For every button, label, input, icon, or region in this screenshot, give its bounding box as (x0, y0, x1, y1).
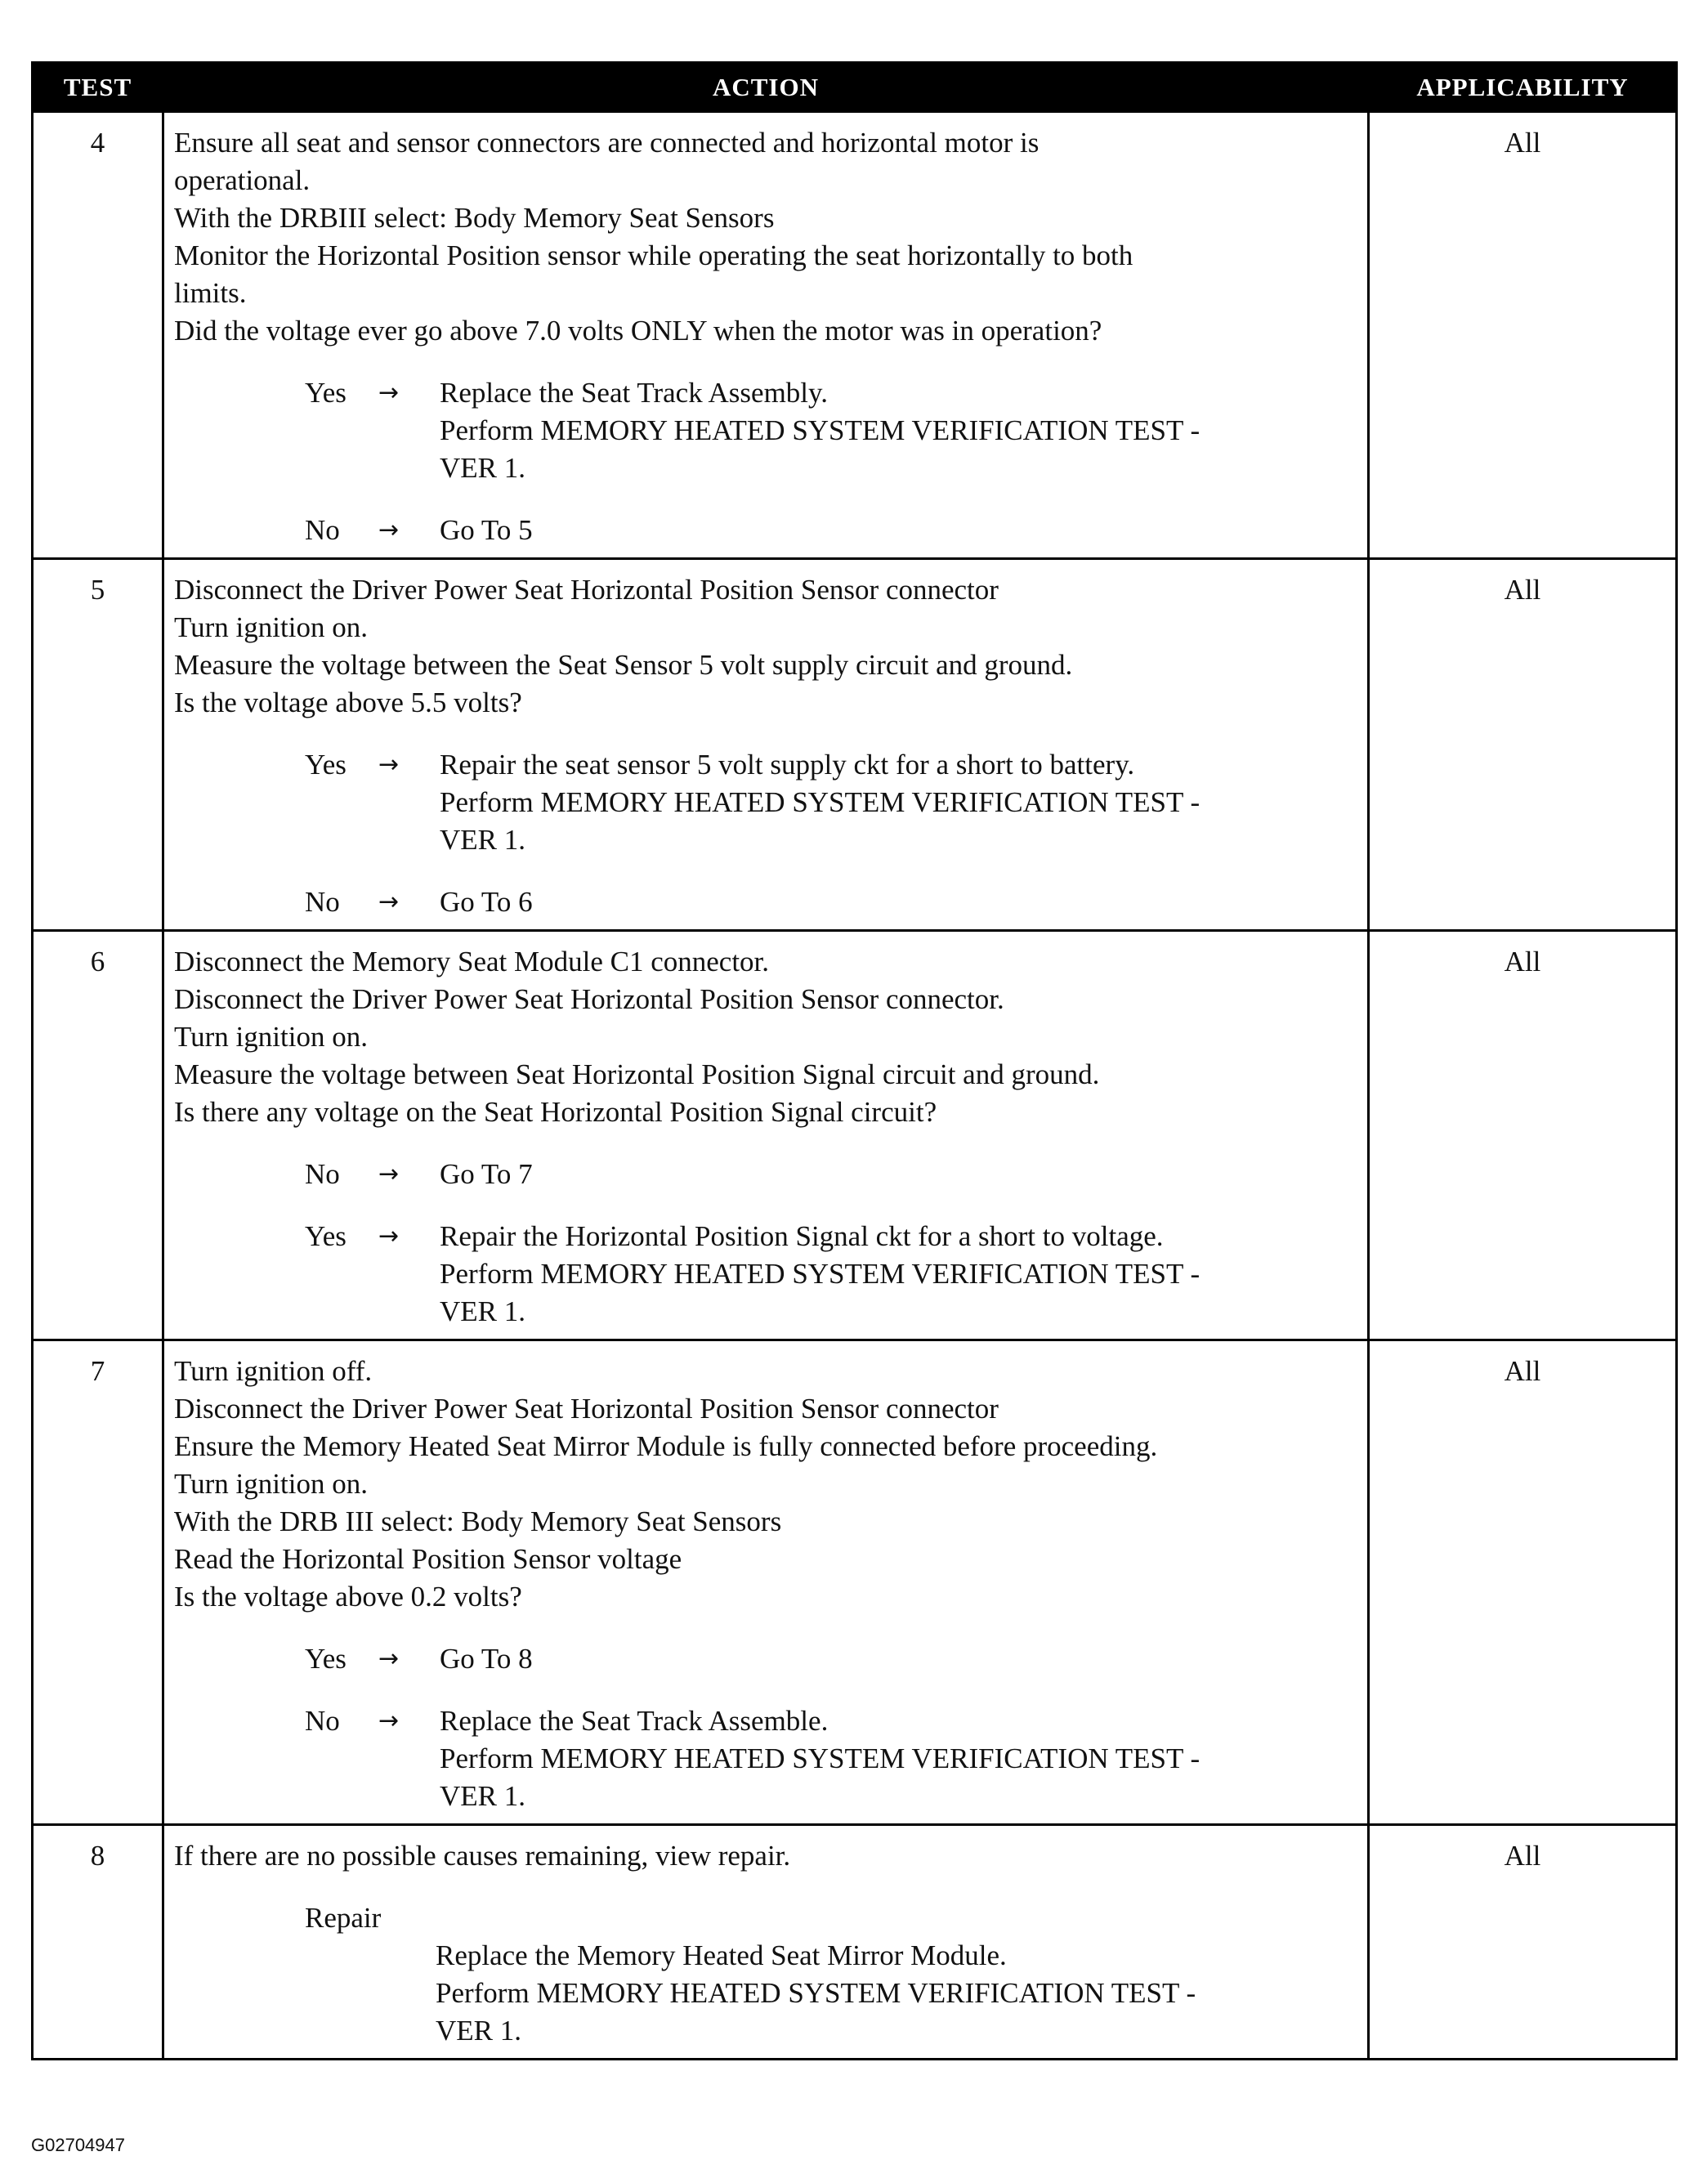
arrow-right-icon: → (378, 1707, 400, 1735)
response-label: Yes (305, 1220, 347, 1252)
action-line: With the DRB III select: Body Memory Seat Sensors (174, 1505, 782, 1537)
response-label: Yes (305, 377, 347, 409)
response-line: VER 1. (440, 824, 525, 856)
response-line: Replace the Seat Track Assemble. (440, 1705, 829, 1737)
repair-label: Repair (305, 1902, 382, 1934)
action-line: Turn ignition on. (174, 1468, 368, 1500)
test-table-container (31, 61, 1675, 2060)
applicability-value: All (1369, 1825, 1677, 2060)
header-action: ACTION (163, 63, 1369, 112)
table-row (33, 112, 1677, 559)
action-line: limits. (174, 277, 247, 309)
test-number: 4 (33, 112, 163, 559)
response-line: Repair the seat sensor 5 volt supply ckt for a short to battery. (440, 749, 1135, 781)
table-row (33, 559, 1677, 931)
table-row (33, 1825, 1677, 2060)
applicability-value: All (1369, 112, 1677, 559)
response-text (440, 746, 1359, 859)
response-line: Go To 7 (440, 1158, 533, 1190)
response-text (440, 1218, 1359, 1331)
action-line: Is the voltage above 5.5 volts? (174, 687, 522, 718)
response-yes (174, 1218, 1359, 1331)
response-line: Repair the Horizontal Position Signal ckt for a short to voltage. (440, 1220, 1164, 1252)
test-number: 8 (33, 1825, 163, 2060)
action-cell (163, 559, 1369, 931)
figure-id: G02704947 (31, 2135, 125, 2155)
action-cell (163, 931, 1369, 1340)
action-line: If there are no possible causes remaining, view repair. (174, 1840, 791, 1872)
repair-text (436, 1937, 1359, 2050)
action-line: Turn ignition on. (174, 611, 368, 643)
response-line: Perform MEMORY HEATED SYSTEM VERIFICATION TEST - (440, 1742, 1201, 1774)
response-line: Perform MEMORY HEATED SYSTEM VERIFICATION TEST - (440, 786, 1201, 818)
response-line: Perform MEMORY HEATED SYSTEM VERIFICATION TEST - (440, 1258, 1201, 1290)
response-label: No (305, 1705, 340, 1737)
action-cell (163, 1825, 1369, 2060)
action-line: Disconnect the Driver Power Seat Horizontal Position Sensor connector (174, 574, 999, 606)
arrow-right-icon: → (378, 1160, 400, 1188)
action-cell (163, 1340, 1369, 1825)
table-header-row (33, 63, 1677, 112)
applicability-value: All (1369, 1340, 1677, 1825)
repair-line: VER 1. (436, 2015, 521, 2047)
applicability-value: All (1369, 931, 1677, 1340)
response-text (440, 512, 1359, 549)
arrow-right-icon: → (378, 1222, 400, 1250)
action-line: Ensure the Memory Heated Seat Mirror Module is fully connected before proceeding. (174, 1430, 1158, 1462)
response-line: Go To 5 (440, 514, 533, 546)
action-line: operational. (174, 164, 311, 196)
response-line: Perform MEMORY HEATED SYSTEM VERIFICATION TEST - (440, 414, 1201, 446)
action-line: Ensure all seat and sensor connectors are connected and horizontal motor is (174, 127, 1040, 159)
action-line: With the DRBIII select: Body Memory Seat Sensors (174, 202, 775, 234)
action-line: Is the voltage above 0.2 volts? (174, 1581, 522, 1613)
response-line: VER 1. (440, 452, 525, 484)
response-yes (174, 374, 1359, 487)
response-label: No (305, 886, 340, 918)
response-text (440, 883, 1359, 921)
header-test: TEST (33, 63, 163, 112)
response-text (440, 374, 1359, 487)
action-line: Measure the voltage between the Seat Sensor 5 volt supply circuit and ground. (174, 649, 1073, 681)
response-text (440, 1702, 1359, 1815)
repair-line: Replace the Memory Heated Seat Mirror Module. (436, 1939, 1007, 1971)
action-line: Monitor the Horizontal Position sensor while operating the seat horizontally to both (174, 239, 1133, 271)
action-line: Disconnect the Driver Power Seat Horizontal Position Sensor connector (174, 1393, 999, 1425)
response-label: No (305, 1158, 340, 1190)
test-number: 5 (33, 559, 163, 931)
response-line: Go To 6 (440, 886, 533, 918)
test-table (31, 61, 1678, 2060)
response-yes (174, 1640, 1359, 1678)
action-line: Turn ignition off. (174, 1355, 373, 1387)
response-line: Replace the Seat Track Assembly. (440, 377, 829, 409)
arrow-right-icon: → (378, 750, 400, 779)
test-number: 7 (33, 1340, 163, 1825)
header-applicability: APPLICABILITY (1369, 63, 1677, 112)
table-body (33, 112, 1677, 2060)
action-line: Disconnect the Memory Seat Module C1 connector. (174, 946, 770, 977)
action-line: Measure the voltage between Seat Horizontal Position Signal circuit and ground. (174, 1058, 1100, 1090)
arrow-right-icon: → (378, 1644, 400, 1673)
action-cell (163, 112, 1369, 559)
response-label: Yes (305, 749, 347, 781)
applicability-value: All (1369, 559, 1677, 931)
response-no (174, 883, 1359, 921)
action-line: Is there any voltage on the Seat Horizontal Position Signal circuit? (174, 1096, 937, 1128)
table-row (33, 931, 1677, 1340)
response-label: Yes (305, 1643, 347, 1675)
test-number: 6 (33, 931, 163, 1340)
action-line: Turn ignition on. (174, 1021, 368, 1053)
action-line: Disconnect the Driver Power Seat Horizontal Position Sensor connector. (174, 983, 1004, 1015)
response-line: VER 1. (440, 1780, 525, 1812)
response-no (174, 1156, 1359, 1193)
response-line: Go To 8 (440, 1643, 533, 1675)
table-row (33, 1340, 1677, 1825)
response-no (174, 1702, 1359, 1815)
response-yes (174, 746, 1359, 859)
arrow-right-icon: → (378, 888, 400, 916)
arrow-right-icon: → (378, 516, 400, 544)
response-line: VER 1. (440, 1295, 525, 1327)
action-line: Read the Horizontal Position Sensor voltage (174, 1543, 682, 1575)
arrow-right-icon: → (378, 378, 400, 407)
action-line: Did the voltage ever go above 7.0 volts ONLY when the motor was in operation? (174, 315, 1102, 347)
response-text (440, 1640, 1359, 1678)
response-no (174, 512, 1359, 549)
repair-line: Perform MEMORY HEATED SYSTEM VERIFICATION TEST - (436, 1977, 1196, 2009)
response-label: No (305, 514, 340, 546)
response-text (440, 1156, 1359, 1193)
